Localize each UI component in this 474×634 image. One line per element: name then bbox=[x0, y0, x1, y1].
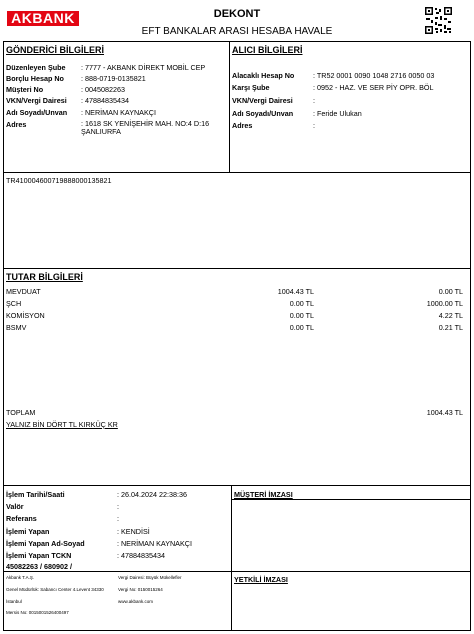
footer-company: Akbank T.A.Ş. bbox=[6, 575, 35, 580]
sender-address-label: Adres bbox=[6, 120, 27, 129]
sender-tax-label: VKN/Vergi Dairesi bbox=[6, 96, 67, 105]
amount-value2-bsmv: 0.21 TL bbox=[438, 323, 463, 332]
sender-section-title: GÖNDERİCİ BİLGİLERİ bbox=[6, 45, 105, 55]
sender-customer-no-label: Müşteri No bbox=[6, 85, 44, 94]
sender-name-value: : NERİMAN KAYNAKÇI bbox=[81, 108, 156, 117]
amount-value-sch: 0.00 TL bbox=[289, 299, 314, 308]
performed-by-value: : KENDİSİ bbox=[117, 527, 150, 536]
sender-branch-label: Düzenleyen Şube bbox=[6, 63, 66, 72]
total-label: TOPLAM bbox=[6, 408, 36, 417]
performed-by-label: İşlemi Yapan bbox=[6, 527, 50, 536]
value-date-value: : bbox=[117, 502, 119, 511]
performer-tckn-value: : 47884835434 bbox=[117, 551, 165, 560]
receiver-tax-value: : bbox=[313, 96, 315, 105]
sender-name-label: Adı Soyadı/Unvan bbox=[6, 108, 68, 117]
receiver-branch-value: : 0952 - HAZ. VE SER PİY OPR. BÖL bbox=[313, 83, 434, 92]
sender-address-value: : 1618 SK YENİŞEHİR MAH. NO:4 D:16 ŞANLIURFA bbox=[81, 119, 210, 136]
amount-value-bsmv: 0.00 TL bbox=[289, 323, 314, 332]
amount-label-komisyon: KOMİSYON bbox=[6, 311, 45, 320]
sender-customer-no-value: : 0045082263 bbox=[81, 85, 125, 94]
receiver-address-label: Adres bbox=[232, 121, 253, 130]
amount-label-mevduat: MEVDUAT bbox=[6, 287, 41, 296]
footer-tax-no: Vergi No: 0150015264 bbox=[118, 587, 163, 592]
document-subtitle: EFT BANKALAR ARASI HESABA HAVALE bbox=[141, 26, 333, 37]
footer-tax-office: Vergi Dairesi: Büyük Mükellefler bbox=[118, 575, 182, 580]
transaction-code: 45082263 / 680902 / bbox=[6, 562, 72, 571]
receiver-account-value: : TR52 0001 0090 1048 2716 0050 03 bbox=[313, 71, 435, 80]
receiver-name-label: Adı Soyadı/Unvan bbox=[232, 109, 294, 118]
footer-address: Genel Müdürlük: Sabancı Center 4.Levent 34330 bbox=[6, 587, 104, 592]
receiver-name-value: : Feride Ulukan bbox=[313, 109, 362, 118]
customer-signature-label: MÜŞTERİ İMZASI bbox=[234, 490, 293, 499]
sender-tax-value: : 47884835434 bbox=[81, 96, 129, 105]
reference-label: Referans bbox=[6, 514, 37, 523]
amount-value2-sch: 1000.00 TL bbox=[426, 299, 463, 308]
amount-label-sch: ŞCH bbox=[6, 299, 22, 308]
sender-branch-value: : 7777 - AKBANK DİREKT MOBİL CEP bbox=[81, 63, 206, 72]
qr-code-icon bbox=[425, 7, 452, 34]
amount-value2-komisyon: 4.22 TL bbox=[438, 311, 463, 320]
performer-name-value: : NERİMAN KAYNAKÇI bbox=[117, 539, 192, 548]
sender-account-value: : 888-0719-0135821 bbox=[81, 74, 146, 83]
transaction-date-value: : 26.04.2024 22:38:36 bbox=[117, 490, 187, 499]
footer-city: İstanbul bbox=[6, 599, 22, 604]
value-date-label: Valör bbox=[6, 502, 24, 511]
amount-value2-mevduat: 0.00 TL bbox=[438, 287, 463, 296]
transaction-date-label: İşlem Tarihi/Saati bbox=[6, 490, 65, 499]
akbank-logo: AKBANK bbox=[7, 11, 79, 26]
sender-account-label: Borçlu Hesap No bbox=[6, 74, 64, 83]
document-title: DEKONT bbox=[213, 8, 261, 20]
performer-tckn-label: İşlemi Yapan TCKN bbox=[6, 551, 72, 560]
receiver-address-value: : bbox=[313, 121, 315, 130]
amount-value-komisyon: 0.00 TL bbox=[289, 311, 314, 320]
receiver-account-label: Alacaklı Hesap No bbox=[232, 71, 295, 80]
amounts-section-title: TUTAR BİLGİLERİ bbox=[6, 272, 83, 282]
total-value: 1004.43 TL bbox=[426, 408, 463, 417]
receiver-branch-label: Karşı Şube bbox=[232, 83, 270, 92]
receiver-tax-label: VKN/Vergi Dairesi bbox=[232, 96, 293, 105]
total-in-words: YALNIZ BİN DÖRT TL KIRKÜÇ KR bbox=[6, 420, 118, 429]
transaction-description: TR410004600719888000135821 bbox=[6, 176, 112, 185]
amount-value-mevduat: 1004.43 TL bbox=[277, 287, 314, 296]
authorized-signature-label: YETKİLİ İMZASI bbox=[234, 575, 288, 584]
performer-name-label: İşlemi Yapan Ad-Soyad bbox=[6, 539, 85, 548]
amount-label-bsmv: BSMV bbox=[6, 323, 27, 332]
footer-mersis: Mersis No: 0015001526400497 bbox=[6, 610, 69, 615]
reference-value: : bbox=[117, 514, 119, 523]
footer-web: www.akbank.com bbox=[118, 599, 154, 604]
receiver-section-title: ALICI BİLGİLERİ bbox=[232, 45, 303, 55]
